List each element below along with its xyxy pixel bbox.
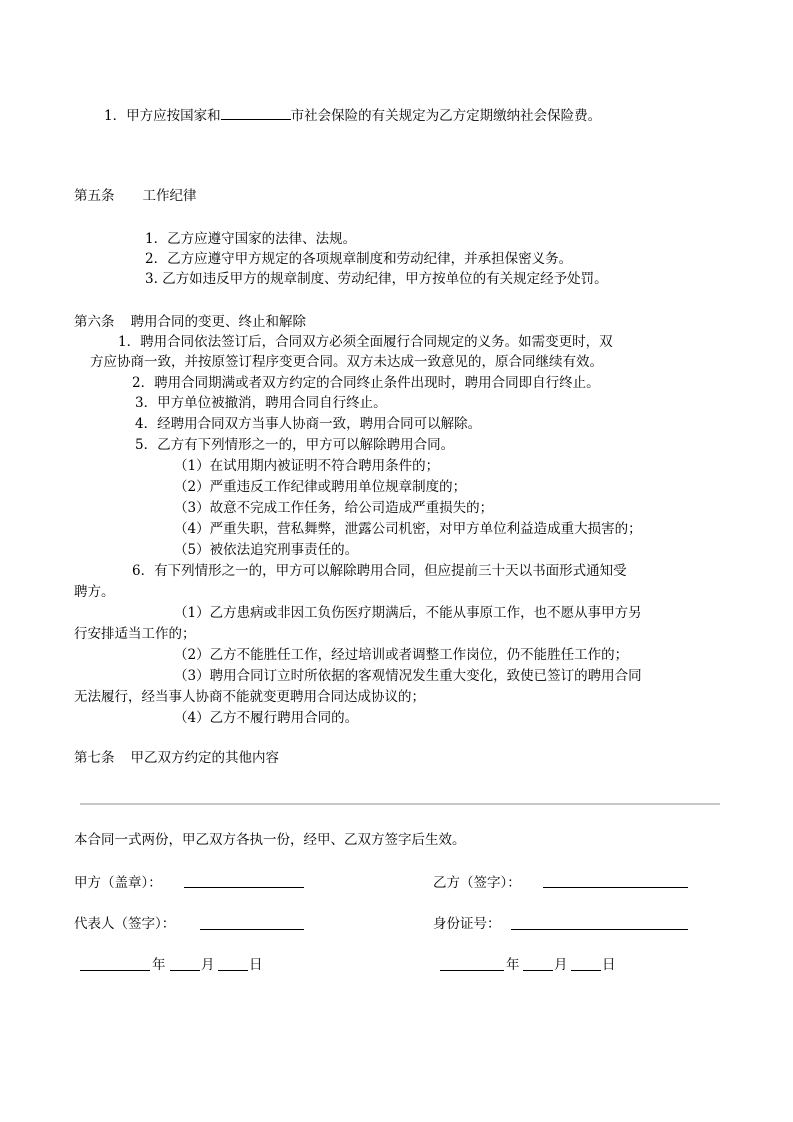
article-title: 聘用合同的变更、终止和解除 (130, 314, 306, 330)
article-6-item-2: 2．聘用合同期满或者双方约定的合同终止条件出现时，聘用合同即自行终止。 (132, 375, 600, 391)
clause-text-suffix: 市社会保险的有关规定为乙方定期缴纳社会保险费。 (290, 108, 602, 124)
party-b-month-label: 月 (554, 957, 568, 973)
party-a-year-line[interactable] (80, 970, 150, 971)
party-b-year-line[interactable] (440, 970, 504, 971)
party-a-seal-line[interactable] (184, 887, 304, 888)
party-b-day-label: 日 (602, 957, 616, 973)
article-6-item-6-sub-3-line-1: （3）聘用合同订立时所依据的客观情况发生重大变化，致使已签订的聘用合同 (174, 668, 642, 684)
id-number-line[interactable] (511, 929, 688, 930)
article-title: 工作纪律 (142, 188, 197, 204)
party-a-seal-label: 甲方（盖章）： (74, 875, 162, 891)
party-b-month-line[interactable] (523, 970, 553, 971)
copies-statement: 本合同一式两份，甲乙双方各执一份，经甲、乙双方签字后生效。 (74, 832, 466, 848)
article-title: 甲乙双方约定的其他内容 (130, 750, 279, 766)
article-5-item-2: 2．乙方应遵守甲方规定的各项规章制度和劳动纪律，并承担保密义务。 (145, 251, 573, 267)
article-6-item-5-sub-2: （2）严重违反工作纪律或聘用单位规章制度的； (174, 479, 467, 495)
party-b-sign-line[interactable] (543, 887, 688, 888)
article-6-item-3: 3．甲方单位被撤消，聘用合同自行终止。 (135, 395, 387, 411)
article-6-item-5-sub-1: （1）在试用期内被证明不符合聘用条件的； (174, 458, 440, 474)
article-6-heading (74, 312, 306, 332)
section-divider (80, 803, 720, 805)
article-5-item-3: 3. 乙方如违反甲方的规章制度、劳动纪律，甲方按单位的有关规定经予处罚。 (145, 271, 608, 287)
article-6-item-4: 4．经聘用合同双方当事人协商一致，聘用合同可以解除。 (135, 416, 482, 432)
article-6-item-5-sub-5: （5）被依法追究刑事责任的。 (174, 542, 359, 558)
party-a-day-label: 日 (249, 957, 263, 973)
party-b-day-line[interactable] (571, 970, 601, 971)
party-a-month-line[interactable] (170, 970, 200, 971)
article-7-heading (74, 748, 279, 768)
article-6-item-6-sub-2: （2）乙方不能胜任工作，经过培训或者调整工作岗位，仍不能胜任工作的； (174, 647, 629, 663)
article-6-item-6-sub-3-line-2: 无法履行，经当事人协商不能就变更聘用合同达成协议的； (74, 689, 425, 705)
article-5-item-1: 1．乙方应遵守国家的法律、法规。 (145, 231, 357, 247)
representative-sign-line[interactable] (200, 929, 304, 930)
city-blank (221, 105, 291, 120)
party-a-day-line[interactable] (218, 970, 248, 971)
article-6-item-6-line-1: 6．有下列情形之一的，甲方可以解除聘用合同，但应提前三十天以书面形式通知受 (132, 563, 627, 579)
party-b-sign-label: 乙方（签字）： (433, 875, 521, 891)
article-number: 第六条 (74, 314, 115, 330)
social-insurance-clause (104, 105, 601, 126)
article-6-item-5-sub-4: （4）严重失职，营私舞弊，泄露公司机密，对甲方单位利益造成重大损害的； (174, 521, 642, 537)
article-6-item-1-line-2: 方应协商一致，并按原签订程序变更合同。双方未达成一致意见的，原合同继续有效。 (90, 354, 603, 370)
article-number: 第七条 (74, 750, 115, 766)
article-6-item-6-sub-1-line-2: 行安排适当工作的； (74, 626, 196, 642)
article-6-item-5-sub-3: （3）故意不完成工作任务，给公司造成严重损失的； (174, 500, 494, 516)
article-6-item-6-sub-4: （4）乙方不履行聘用合同的。 (174, 710, 359, 726)
article-6-item-5: 5．乙方有下列情形之一的，甲方可以解除聘用合同。 (135, 437, 455, 453)
article-number: 第五条 (74, 188, 115, 204)
article-5-heading (74, 186, 197, 206)
article-6-item-6-sub-1-line-1: （1）乙方患病或非因工负伤医疗期满后，不能从事原工作，也不愿从事甲方另 (174, 605, 642, 621)
article-6-item-6-line-2: 聘方。 (74, 584, 115, 600)
representative-label: 代表人（签字）： (74, 916, 176, 932)
party-b-year-label: 年 (506, 957, 520, 973)
party-a-year-label: 年 (152, 957, 166, 973)
party-a-month-label: 月 (201, 957, 215, 973)
id-number-label: 身份证号： (433, 916, 501, 932)
article-6-item-1-line-1: 1．聘用合同依法签订后，合同双方必须全面履行合同规定的义务。如需变更时，双 (118, 334, 613, 350)
clause-text-prefix: 1．甲方应按国家和 (104, 108, 221, 124)
